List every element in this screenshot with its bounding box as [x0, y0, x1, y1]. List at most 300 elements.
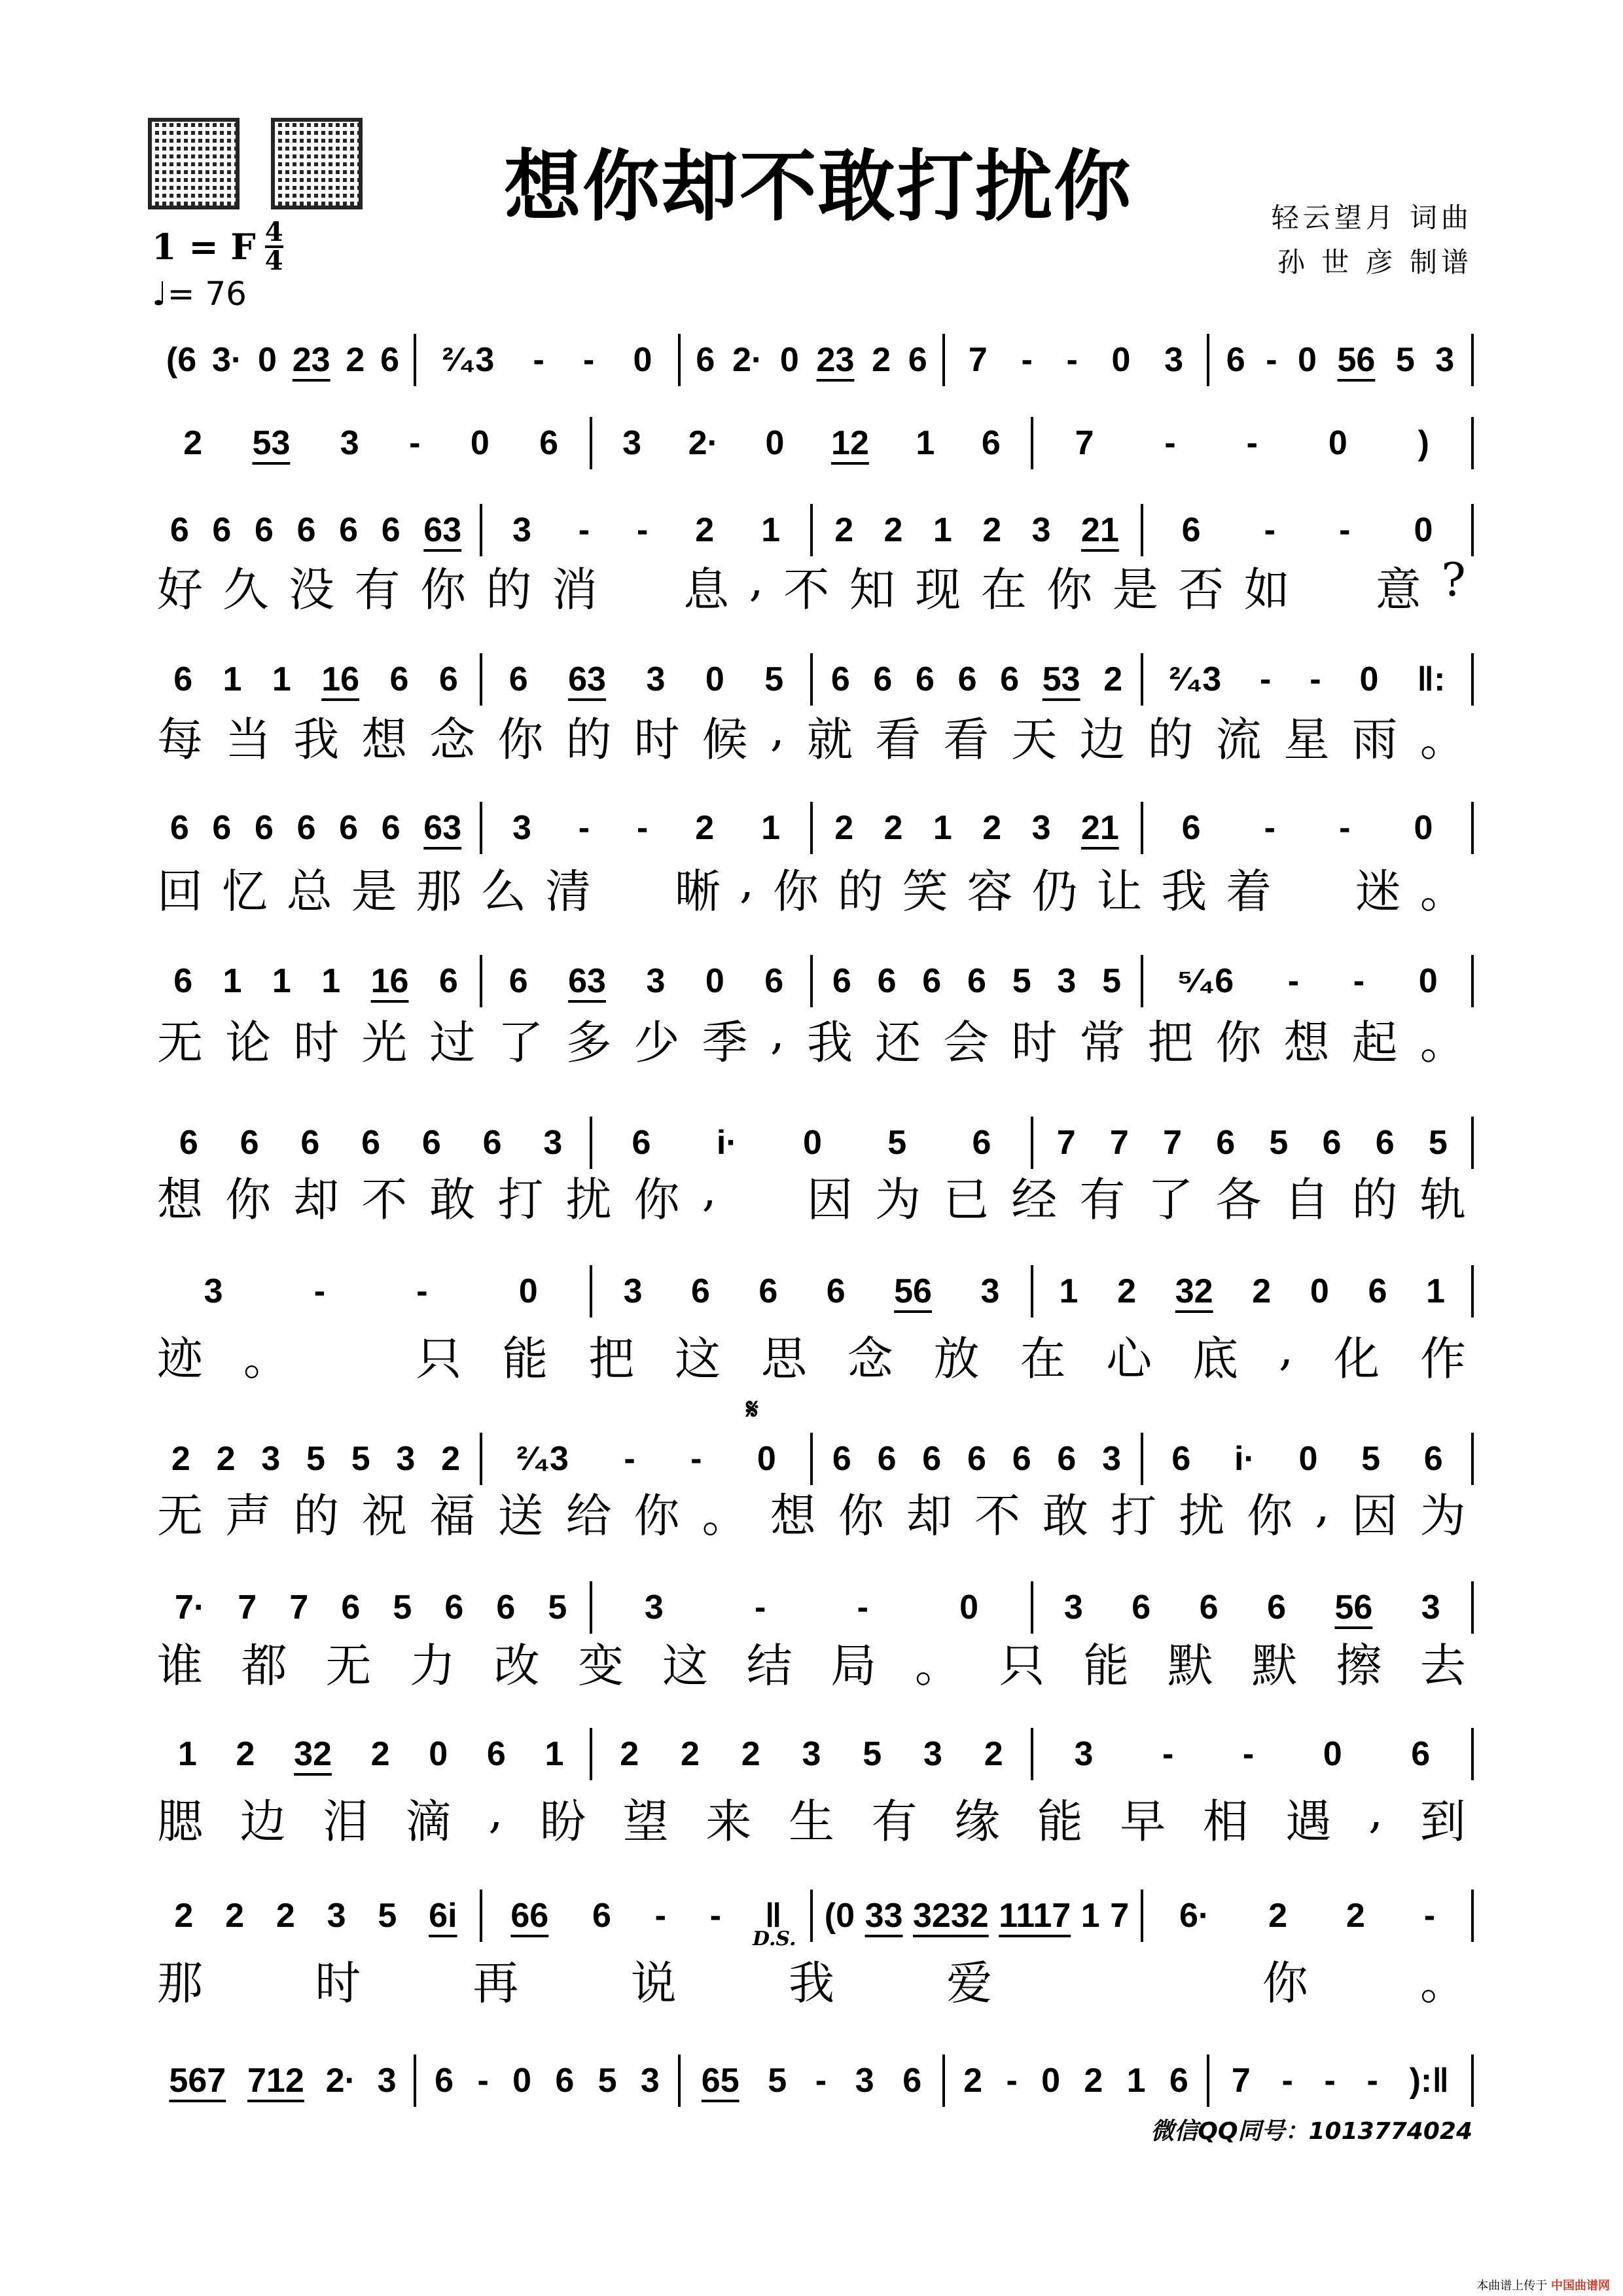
- note: 6: [173, 660, 193, 698]
- measure: [152, 2054, 416, 2107]
- note: 3: [1063, 1588, 1083, 1626]
- note: 63: [423, 809, 462, 847]
- lyrics-line: 每 当 我 想 念 你 的 时 候 , 就 看 看 天 边 的 流 星 雨 。: [157, 703, 1466, 766]
- note: 6: [1057, 1440, 1077, 1478]
- note: 6: [1368, 1272, 1387, 1310]
- note: -: [477, 2062, 489, 2100]
- note: -: [1339, 809, 1351, 847]
- note: 6: [300, 1124, 320, 1162]
- note: 3: [1421, 1588, 1440, 1626]
- note: (6: [166, 341, 197, 379]
- note: 6: [212, 809, 232, 847]
- note: 5: [393, 1588, 412, 1626]
- note: 0: [633, 341, 652, 379]
- notation-row: [152, 1890, 1474, 1942]
- note: 3: [646, 962, 666, 1000]
- note: 7: [1075, 424, 1094, 462]
- note: 6: [380, 341, 400, 379]
- note: 5: [764, 660, 784, 698]
- note: 6: [1216, 1124, 1236, 1162]
- note: 6: [435, 2062, 454, 2100]
- measure: [1033, 417, 1474, 469]
- note: 6: [922, 962, 942, 1000]
- note: 7: [1056, 1124, 1076, 1162]
- measure: [152, 417, 592, 469]
- note: ²⁄₄3: [442, 341, 495, 379]
- note: 6: [482, 1124, 502, 1162]
- note: 0: [512, 2062, 532, 2100]
- note: -: [1242, 1735, 1255, 1773]
- note: 3: [622, 424, 642, 462]
- note: 6: [764, 962, 784, 1000]
- measure: [1033, 1581, 1474, 1634]
- note: 6: [758, 1272, 778, 1310]
- note: 6: [967, 962, 986, 1000]
- note: -: [533, 341, 544, 379]
- note: 6: [981, 424, 1001, 462]
- note: 56: [894, 1272, 932, 1310]
- note: -: [1287, 962, 1300, 1000]
- measure: [416, 2054, 681, 2107]
- note: -: [1021, 341, 1033, 379]
- note: 6: [902, 2062, 922, 2100]
- note: 1: [223, 962, 242, 1000]
- note: i·: [716, 1124, 738, 1162]
- note: 6: [361, 1124, 381, 1162]
- note: 6: [240, 1124, 259, 1162]
- note: -: [1066, 341, 1078, 379]
- note: 3: [204, 1272, 223, 1310]
- note: 3: [980, 1272, 1000, 1310]
- measure: [152, 955, 482, 1007]
- note: 1: [1426, 1272, 1446, 1310]
- note: 6: [1267, 1588, 1286, 1626]
- contact-info: 微信QQ同号：1013774024: [1150, 2118, 1472, 2145]
- note: 6: [254, 809, 274, 847]
- note: 2: [174, 1897, 194, 1935]
- note: 6: [1199, 1588, 1219, 1626]
- note: 2: [183, 424, 203, 462]
- note: -: [1164, 424, 1176, 462]
- note: 6: [339, 511, 359, 549]
- note: 2: [695, 511, 715, 549]
- measure: [592, 1728, 1033, 1780]
- note: 2: [695, 809, 715, 847]
- note: 0: [1298, 341, 1317, 379]
- note: 6: [1000, 660, 1020, 698]
- note: 7: [238, 1588, 257, 1626]
- note: ²⁄₄3: [1169, 660, 1222, 698]
- note: 3: [644, 1588, 664, 1626]
- notation-row: [152, 1117, 1474, 1169]
- note: -: [1310, 660, 1321, 698]
- note: 7: [1110, 1897, 1130, 1935]
- note: 63: [423, 511, 462, 549]
- note: ‖:: [1417, 660, 1446, 698]
- measure: [482, 1433, 813, 1485]
- arranger: 孙 世 彦 制谱: [1277, 246, 1472, 278]
- note: 0: [470, 424, 490, 462]
- measure: [1033, 1265, 1474, 1318]
- measure: [681, 2054, 945, 2107]
- note: 1: [1059, 1272, 1079, 1310]
- note: 6: [254, 511, 274, 549]
- measure: [152, 1728, 592, 1780]
- measure: [1143, 802, 1474, 854]
- note: 5: [306, 1440, 325, 1478]
- lyrics-line: 那 时 再 说 我 爱 你 。: [157, 1956, 1466, 2010]
- note: 6: [421, 1124, 441, 1162]
- note: 5: [1395, 341, 1415, 379]
- note: 3: [327, 1897, 346, 1935]
- note: 0: [1359, 660, 1379, 698]
- notation-row: [152, 334, 1474, 386]
- note: 2: [225, 1897, 245, 1935]
- note: 7: [1163, 1124, 1182, 1162]
- note: 2: [346, 341, 365, 379]
- note: 2: [834, 511, 854, 549]
- notation-row: [152, 653, 1474, 706]
- lyrics-line: 无 论 时 光 过 了 多 少 季 , 我 还 会 时 常 把 你 想 起 。: [157, 1006, 1466, 1069]
- note: 1: [933, 511, 952, 549]
- note: 2: [276, 1897, 295, 1935]
- note: 0: [705, 660, 724, 698]
- notation-row: [152, 504, 1474, 556]
- note: 2: [1346, 1897, 1365, 1935]
- note: 5: [1269, 1124, 1289, 1162]
- note: 56: [1337, 341, 1376, 379]
- note: 0: [779, 341, 799, 379]
- lyrics-line: 谁 都 无 力 改 变 这 结 局 。 只 能 默 默 擦 去: [157, 1639, 1466, 1693]
- note: 6: [1171, 1440, 1191, 1478]
- note: 0: [757, 1440, 776, 1478]
- note: 2: [620, 1735, 639, 1773]
- note: 2·: [732, 341, 763, 379]
- measure: [152, 653, 482, 706]
- note: -: [709, 1897, 721, 1935]
- measure: [1209, 2054, 1474, 2107]
- measure: [152, 1265, 592, 1318]
- note: 6: [1012, 1440, 1031, 1478]
- note: 6: [632, 1124, 651, 1162]
- note: 6: [169, 511, 189, 549]
- note: 6: [877, 1440, 897, 1478]
- note: 6: [296, 809, 316, 847]
- measure: [592, 1581, 1033, 1634]
- note: 5: [1361, 1440, 1380, 1478]
- measure: [681, 334, 945, 386]
- note: 6: [173, 962, 193, 1000]
- note: 53: [252, 424, 291, 462]
- measure: [1033, 1728, 1474, 1780]
- note: 1: [1126, 2062, 1146, 2100]
- note: 3: [1164, 341, 1184, 379]
- key-signature: [152, 219, 283, 274]
- site-logo: 中国曲谱网: [1551, 2279, 1610, 2293]
- notation-row: [152, 955, 1474, 1007]
- measure: [482, 955, 813, 1007]
- measure: [1143, 1433, 1474, 1485]
- note: 7: [968, 341, 988, 379]
- note: 1: [916, 424, 935, 462]
- note: 6: [1411, 1735, 1431, 1773]
- note: 5: [1012, 962, 1031, 1000]
- note: 6: [830, 660, 850, 698]
- note: ²⁄₄3: [516, 1440, 569, 1478]
- note: 6: [826, 1272, 846, 1310]
- measure: [592, 1117, 1033, 1169]
- note: 0: [1328, 424, 1347, 462]
- measure: [416, 334, 681, 386]
- note: 2: [1252, 1272, 1272, 1310]
- note: 6: [381, 511, 401, 549]
- measure: [1143, 504, 1474, 556]
- note: 2: [1103, 660, 1123, 698]
- note: 3: [1057, 962, 1077, 1000]
- measure: [813, 504, 1143, 556]
- note: -: [1162, 1735, 1174, 1773]
- note: -: [1246, 424, 1258, 462]
- measure: [1143, 1890, 1474, 1942]
- note: -: [1264, 511, 1275, 549]
- note: 0: [1310, 1272, 1329, 1310]
- note: -: [624, 1440, 635, 1478]
- note: 6: [496, 1588, 516, 1626]
- note: 5: [887, 1124, 907, 1162]
- measure: [813, 802, 1143, 854]
- measure: [592, 417, 1033, 469]
- note: -: [815, 2062, 827, 2100]
- note: 6: [341, 1588, 361, 1626]
- note: 16: [321, 660, 360, 698]
- note: -: [690, 1440, 702, 1478]
- lyrics-line: 无 声 的 祝 福 送 给 你 。 想 你 却 不 敢 打 扰 你 , 因 为: [157, 1479, 1466, 1543]
- note: 2: [872, 341, 891, 379]
- note: -: [1339, 511, 1351, 549]
- measure: [1143, 955, 1474, 1007]
- note: 5: [548, 1588, 567, 1626]
- ds-marking: D.S.: [753, 1928, 796, 1950]
- note: -: [857, 1588, 868, 1626]
- note: 3: [646, 660, 666, 698]
- note: -: [1423, 1897, 1436, 1935]
- measure: [592, 1265, 1033, 1318]
- note: 1: [177, 1735, 197, 1773]
- note: 2: [216, 1440, 236, 1478]
- note: 2: [171, 1440, 190, 1478]
- note: 65: [701, 2062, 740, 2100]
- note: 6: [555, 2062, 575, 2100]
- note: -: [578, 809, 590, 847]
- note: 3: [396, 1440, 416, 1478]
- note: 6: [1375, 1124, 1395, 1162]
- upload-credit: [1476, 2276, 1610, 2293]
- note: 6i: [429, 1897, 457, 1935]
- lyrics-line: 回 忆 总 是 那 么 清 晰 , 你 的 笑 容 仍 让 我 着 迷 。: [157, 855, 1466, 918]
- note: 23: [292, 341, 330, 379]
- note: 6: [212, 511, 232, 549]
- time-bottom: 4: [264, 245, 283, 276]
- measure: [813, 1890, 1143, 1942]
- qr-code-1: [148, 118, 240, 209]
- note: 6: [972, 1124, 991, 1162]
- note: 3: [1435, 341, 1455, 379]
- note: 712: [247, 2062, 304, 2100]
- measure: [482, 504, 813, 556]
- measure: [945, 2054, 1209, 2107]
- measure: [152, 802, 482, 854]
- measure: [152, 1581, 592, 1634]
- note: 1: [272, 660, 291, 698]
- note: -: [654, 1897, 666, 1935]
- notation-row: [152, 1728, 1474, 1780]
- note: 0: [1414, 511, 1433, 549]
- note: 6: [1226, 341, 1245, 379]
- note: 0: [1323, 1735, 1342, 1773]
- note: ): [1418, 424, 1429, 462]
- time-top: 4: [264, 217, 283, 247]
- note: 7: [1109, 1124, 1129, 1162]
- note: 6: [381, 809, 401, 847]
- note: i·: [1234, 1440, 1255, 1478]
- note: 3: [543, 1124, 563, 1162]
- note: 1: [761, 511, 780, 549]
- note: 3: [1031, 511, 1051, 549]
- note: 2: [441, 1440, 461, 1478]
- note: 3: [512, 511, 531, 549]
- note: 0: [765, 424, 785, 462]
- note: 2·: [325, 2062, 356, 2100]
- note: 6: [915, 660, 935, 698]
- note: 2: [963, 2062, 983, 2100]
- note: 53: [1042, 660, 1080, 698]
- segno-sign: 𝄋: [746, 1393, 758, 1426]
- note: 0: [1111, 341, 1131, 379]
- measure: [945, 334, 1209, 386]
- note: 6: [1181, 511, 1201, 549]
- note: 2: [883, 809, 903, 847]
- measure: [1143, 653, 1474, 706]
- note: 0: [705, 962, 724, 1000]
- note: 6: [877, 962, 897, 1000]
- note: 6: [539, 424, 559, 462]
- note: 2: [982, 809, 1002, 847]
- note: -: [1266, 341, 1277, 379]
- note: 0: [518, 1272, 538, 1310]
- note: -: [1264, 809, 1275, 847]
- note: 6: [296, 511, 316, 549]
- note: 2: [834, 809, 854, 847]
- note: 1: [223, 660, 242, 698]
- note: 32: [1175, 1272, 1213, 1310]
- note: 6: [438, 962, 458, 1000]
- note: 6: [967, 1440, 986, 1478]
- note: 5: [768, 2062, 787, 2100]
- note: 3232: [913, 1897, 989, 1935]
- note: 2: [982, 511, 1002, 549]
- note: 6: [1132, 1588, 1151, 1626]
- note: 3: [1102, 1440, 1122, 1478]
- note: 6: [832, 962, 851, 1000]
- note: 56: [1334, 1588, 1373, 1626]
- note: -: [313, 1272, 326, 1310]
- note: 3: [1031, 809, 1051, 847]
- note: 6: [444, 1588, 464, 1626]
- note: 3: [623, 1272, 643, 1310]
- note: -: [637, 809, 649, 847]
- note: 2: [741, 1735, 760, 1773]
- measure: [813, 653, 1143, 706]
- note: 6: [1169, 2062, 1188, 2100]
- lyrics-line: 想 你 却 不 敢 打 扰 你 , 因 为 已 经 有 了 各 自 的 轨: [157, 1163, 1466, 1227]
- note: -: [1260, 660, 1272, 698]
- note: 2: [680, 1735, 700, 1773]
- note: 6: [696, 341, 715, 379]
- note: 567: [169, 2062, 226, 2100]
- note: -: [578, 511, 590, 549]
- key-label: 1 = F: [152, 226, 256, 268]
- note: 33: [865, 1897, 903, 1935]
- note: 3: [377, 2062, 397, 2100]
- note: 2: [984, 1735, 1003, 1773]
- note: 2: [370, 1735, 390, 1773]
- note: 6: [873, 660, 893, 698]
- note: 1117: [999, 1897, 1071, 1935]
- note: 3: [855, 2062, 874, 2100]
- note: 3: [340, 424, 359, 462]
- measure: [152, 1890, 482, 1942]
- note: 3·: [211, 341, 243, 379]
- note: 6: [438, 660, 458, 698]
- note: 6: [1181, 809, 1201, 847]
- measure: [152, 1433, 482, 1485]
- note: 63: [568, 962, 606, 1000]
- measure: [1209, 334, 1474, 386]
- note: 23: [816, 341, 855, 379]
- note: 0: [959, 1588, 979, 1626]
- note: 21: [1080, 809, 1119, 847]
- note: 5: [597, 2062, 617, 2100]
- note: ⁵⁄₄6: [1177, 962, 1234, 1000]
- note: 3: [923, 1735, 942, 1773]
- measure: [482, 802, 813, 854]
- note: 21: [1080, 511, 1119, 549]
- note: 2: [883, 511, 903, 549]
- measure: [813, 955, 1143, 1007]
- note: ):‖: [1409, 2062, 1450, 2100]
- note: 6: [169, 809, 189, 847]
- note: 7: [289, 1588, 309, 1626]
- lyricist-composer: 轻云望月 词曲: [1271, 202, 1472, 234]
- note: 1: [544, 1735, 564, 1773]
- note: 5: [351, 1440, 370, 1478]
- note: -: [1366, 2062, 1378, 2100]
- measure: [152, 504, 482, 556]
- note: 1: [321, 962, 341, 1000]
- note: 3: [802, 1735, 821, 1773]
- notation-row: [152, 1265, 1474, 1318]
- note: 0: [1298, 1440, 1318, 1478]
- note: -: [1281, 2062, 1293, 2100]
- measure: [813, 1433, 1143, 1485]
- note: 6: [908, 341, 927, 379]
- note: 2: [236, 1735, 255, 1773]
- notation-row: [152, 1581, 1474, 1634]
- note: 6·: [1179, 1897, 1210, 1935]
- note: 0: [258, 341, 277, 379]
- note: -: [637, 511, 649, 549]
- note: 6: [832, 1440, 851, 1478]
